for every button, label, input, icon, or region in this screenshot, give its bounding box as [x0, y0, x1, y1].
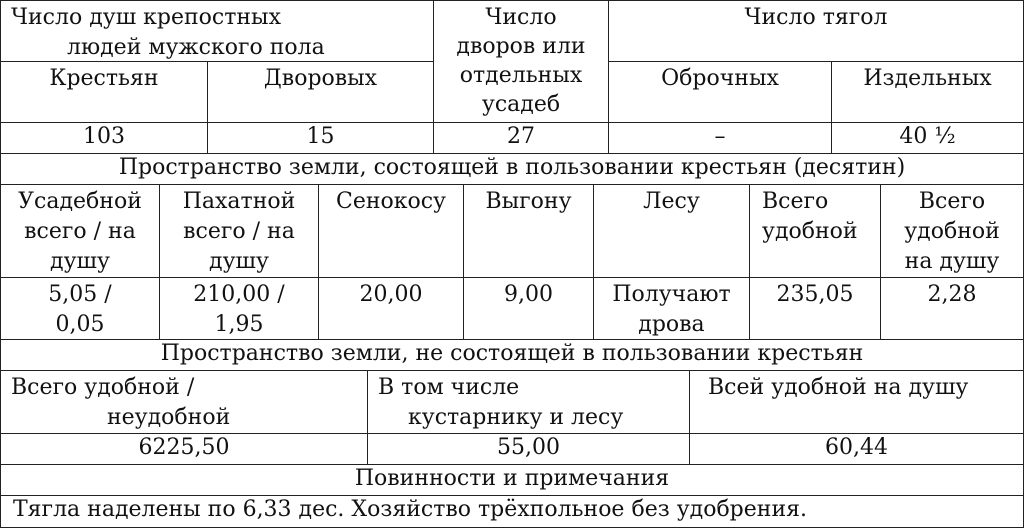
unused-incl-header-line1: В том числе — [378, 375, 520, 400]
total-per-soul-header — [880, 184, 1024, 278]
homestead-value-line2: 0,05 — [55, 312, 105, 337]
total-per-soul-header-line3: на душу — [904, 249, 1000, 274]
arable-header-line3: душу — [209, 249, 269, 274]
obrok-header-label: Оброчных — [661, 66, 779, 91]
households-header-line1: Число — [485, 5, 557, 30]
arable-header — [159, 184, 319, 278]
souls-header-line2: людей мужского пола — [67, 35, 325, 60]
unused-per-soul-value: 60,44 — [689, 433, 1024, 465]
total-useful-header-line2: удобной — [762, 219, 858, 244]
hay-header-line1: Сенокосу — [335, 189, 447, 214]
forest-header — [593, 184, 750, 278]
pasture-header-line1: Выгону — [485, 189, 572, 214]
servants-header — [207, 61, 434, 123]
forest-value-line1: Получают — [612, 282, 731, 307]
izdel-header — [831, 61, 1024, 123]
hay-value: 20,00 — [318, 277, 464, 340]
peasants-value: 103 — [0, 122, 208, 154]
unused-per-soul-header-line1: Всей удобной на душу — [708, 375, 969, 400]
total-useful-value: 235,05 — [749, 277, 881, 340]
households-value: 27 — [433, 122, 609, 154]
homestead-value — [0, 277, 160, 340]
pasture-value: 9,00 — [463, 277, 594, 340]
homestead-value-line1: 5,05 / — [48, 282, 112, 307]
pasture-header — [463, 184, 594, 278]
total-useful-header — [749, 184, 881, 278]
unused-incl-header — [367, 370, 690, 434]
tyagla-header-label: Число тягол — [744, 5, 888, 30]
unused-total-value: 6225,50 — [0, 433, 368, 465]
peasants-header-label: Крестьян — [49, 66, 159, 91]
forest-header-line1: Лесу — [643, 189, 700, 214]
servants-header-label: Дворовых — [263, 66, 378, 91]
peasants-header — [0, 61, 208, 123]
total-useful-header-line1: Всего — [762, 189, 829, 214]
arable-header-line1: Пахатной — [182, 189, 296, 214]
souls-header-line1: Число душ крепостных — [11, 5, 281, 30]
obrok-value: – — [608, 122, 832, 154]
unused-per-soul-header — [689, 370, 1024, 434]
unused-incl-value: 55,00 — [367, 433, 690, 465]
hay-header — [318, 184, 464, 278]
servants-value: 15 — [207, 122, 434, 154]
duties-text: Тягла наделены по 6,33 дес. Хозяйство трёхпольное без удобрения. — [0, 495, 1024, 528]
arable-value-line1: 210,00 / — [193, 282, 285, 307]
forest-value-line2: дрова — [638, 312, 705, 337]
section-unused-land: Пространство земли, не состоящей в пользовании крестьян — [0, 339, 1024, 371]
homestead-header-line3: душу — [50, 249, 110, 274]
forest-value — [593, 277, 750, 340]
tyagla-header — [608, 0, 1024, 62]
households-header-line3: отдельных — [459, 63, 583, 88]
obrok-header — [608, 61, 832, 123]
total-per-soul-header-line2: удобной — [904, 219, 1000, 244]
homestead-header — [0, 184, 160, 278]
households-header-line2: дворов или — [456, 34, 586, 59]
unused-total-header-line2: неудобной — [107, 405, 231, 430]
izdel-value: 40 ½ — [831, 122, 1024, 154]
unused-total-header — [0, 370, 368, 434]
souls-header — [0, 0, 434, 62]
total-per-soul-value: 2,28 — [880, 277, 1024, 340]
section-used-land: Пространство земли, состоящей в пользовании крестьян (десятин) — [0, 153, 1024, 185]
unused-incl-header-line2: кустарнику и лесу — [408, 405, 624, 430]
homestead-header-line2: всего / на — [24, 219, 136, 244]
arable-value-line2: 1,95 — [214, 312, 264, 337]
arable-value — [159, 277, 319, 340]
section-duties: Повинности и примечания — [0, 464, 1024, 496]
izdel-header-label: Издельных — [863, 66, 992, 91]
arable-header-line2: всего / на — [183, 219, 295, 244]
unused-total-header-line1: Всего удобной / — [11, 375, 195, 400]
households-header-line4: усадеб — [481, 92, 561, 117]
homestead-header-line1: Усадебной — [18, 189, 142, 214]
households-header — [433, 0, 609, 123]
total-per-soul-header-line1: Всего — [918, 189, 986, 214]
